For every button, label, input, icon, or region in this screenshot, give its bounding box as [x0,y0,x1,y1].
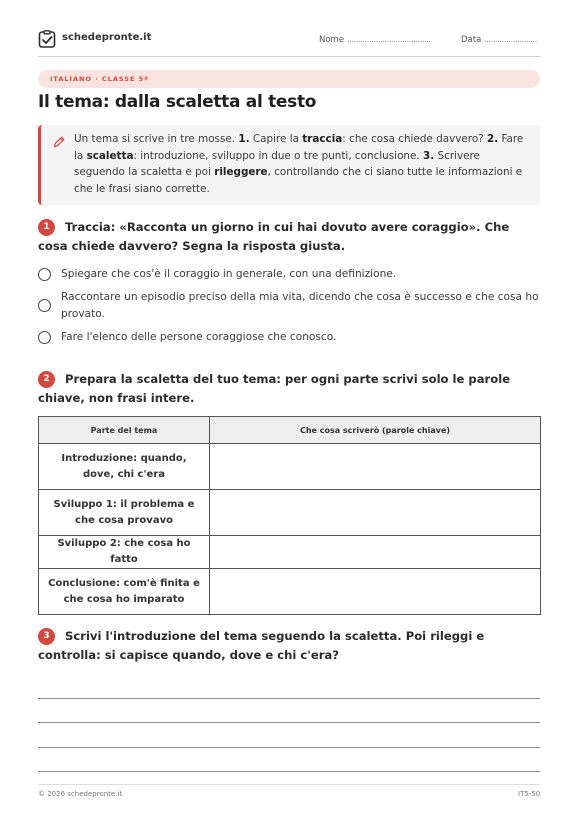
option-3-text: Fare l'elenco delle persone coraggiose che conosco. [61,331,337,343]
question-3-number: 3 [38,628,55,645]
subject-label: ITALIANO · CLASSE 5ª [50,75,149,83]
footer-code: IT5-50 [518,790,541,798]
option-1-text: Spiegare che cos'è il coraggio in generale, con una definizione. [61,268,397,280]
clipboard-check-icon [38,30,56,48]
table-row [39,490,541,536]
footer-divider [38,784,540,785]
option-2-text: Raccontare un episodio preciso della mia vita, dicendo che cosa è successo e che cosa ho provato. [61,291,539,320]
keywords-cell[interactable] [210,536,541,569]
writing-line[interactable] [38,771,540,772]
outline-table [38,416,541,615]
table-header-part: Parte del tema [39,417,210,444]
table-row-label: Sviluppo 2: che cosa ho fatto [39,536,210,569]
table-row [39,536,541,569]
date-field[interactable]: ........................ [484,35,537,45]
question-1-text: Traccia: «Racconta un giorno in cui hai dovuto avere coraggio». Che cosa chiede davvero? Segna la risposta giusta. [38,220,510,253]
question-1-number: 1 [38,219,55,236]
option-2-radio[interactable] [38,299,51,312]
keywords-cell[interactable] [210,490,541,536]
table-header-keywords: Che cosa scriverò (parole chiave) [210,417,541,444]
name-label: Nome [319,35,345,45]
question-2-text: Prepara la scaletta del tuo tema: per ogni parte scrivi solo le parole chiave, non frasi intere. [38,372,511,405]
keywords-cell[interactable] [210,444,541,490]
intro-text: Un tema si scrive in tre mosse. 1. Capire la traccia: che cosa chiede davvero? 2. Fare la scaletta: introduzione, sviluppo in due o tre punti, conclusione. 3. Scrivere seguendo la scaletta e poi rileggere, controllando che ci siano tutte le informazioni e che le frasi siano corrette. [74,133,524,195]
keywords-cell[interactable] [210,569,541,615]
writing-line[interactable] [38,698,540,699]
option-1-radio[interactable] [38,268,51,281]
brand-name: schedepronte.it [62,32,152,43]
table-row-label: Conclusione: com'è finita e che cosa ho imparato [39,569,210,615]
writing-line[interactable] [38,722,540,723]
date-label: Data [461,35,482,45]
question-3-text: Scrivi l'introduzione del tema seguendo la scaletta. Poi rileggi e controlla: si capisce quando, dove e chi c'era? [38,629,485,662]
writing-line[interactable] [38,747,540,748]
pencil-icon [52,135,66,149]
name-field[interactable]: ...................................... [347,35,431,45]
table-row-label: Sviluppo 1: il problema e che cosa provavo [39,490,210,536]
page-title: Il tema: dalla scaletta al testo [38,92,317,112]
table-row [39,569,541,615]
footer-copyright: © 2026 schedepronte.it [38,790,123,798]
table-row-label: Introduzione: quando, dove, chi c'era [39,444,210,490]
question-2-number: 2 [38,371,55,388]
table-row [39,444,541,490]
option-3-radio[interactable] [38,331,51,344]
header-divider [38,56,540,57]
